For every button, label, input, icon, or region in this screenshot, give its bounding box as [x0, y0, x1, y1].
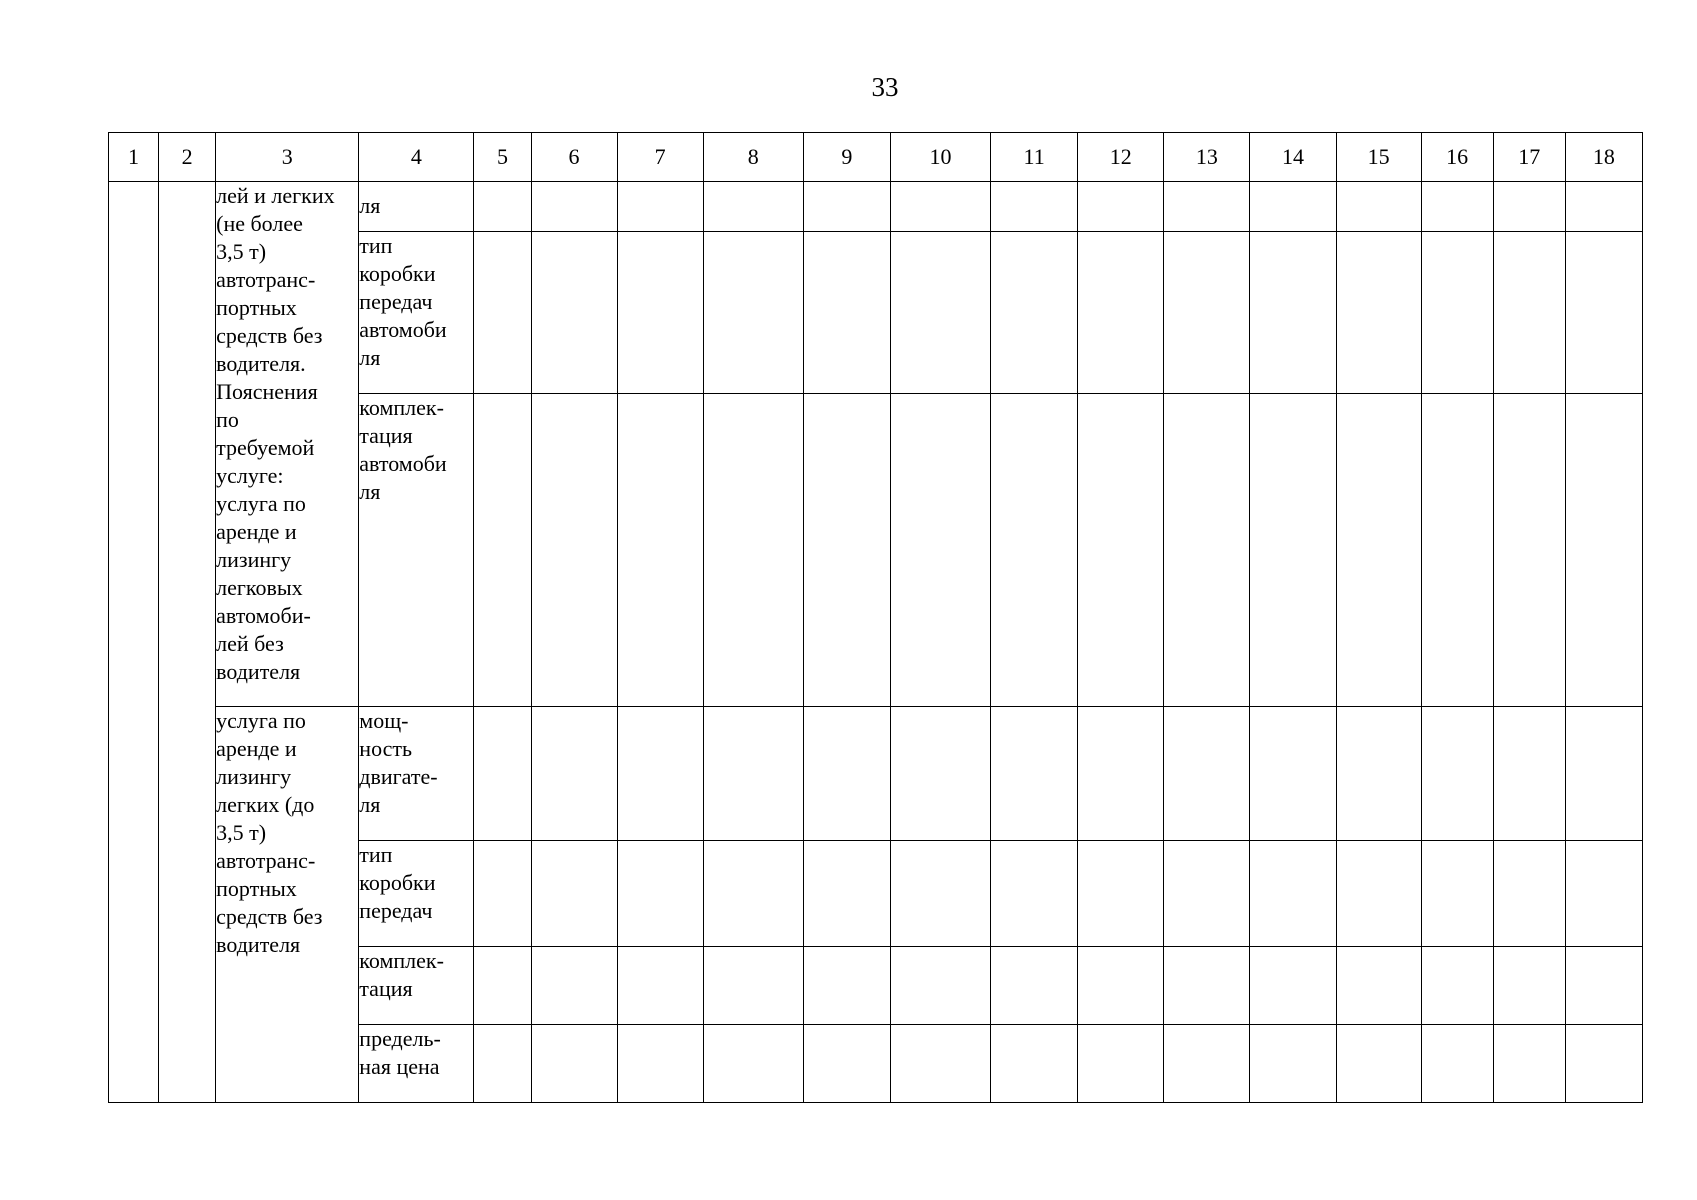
table-cell: [991, 1025, 1078, 1103]
table-cell: [1078, 707, 1164, 841]
table-cell: [1565, 1025, 1642, 1103]
table-cell: [1336, 1025, 1421, 1103]
table-cell: [474, 1025, 531, 1103]
table-cell: [1250, 707, 1336, 841]
table-cell: [1421, 841, 1493, 947]
table-cell: [890, 232, 990, 394]
table-row: [109, 707, 1643, 841]
table-cell: [1336, 841, 1421, 947]
table-cell: [474, 232, 531, 394]
table-cell: [1250, 841, 1336, 947]
column-header: 12: [1078, 133, 1164, 182]
table-cell: [1421, 947, 1493, 1025]
table-cell: [1565, 394, 1642, 707]
table-cell: [1336, 394, 1421, 707]
table-cell: [1250, 947, 1336, 1025]
table-cell: [1336, 947, 1421, 1025]
column-header: 17: [1493, 133, 1565, 182]
table-cell: [703, 1025, 803, 1103]
column-header: 1: [109, 133, 159, 182]
table-cell: [803, 394, 890, 707]
table-cell: [531, 232, 617, 394]
table-cell: [1336, 232, 1421, 394]
table-cell: [1164, 707, 1250, 841]
table-cell: [991, 707, 1078, 841]
column-header: 4: [359, 133, 474, 182]
column-header: 7: [617, 133, 703, 182]
table-cell: [803, 232, 890, 394]
table-cell: [703, 182, 803, 232]
column-header: 9: [803, 133, 890, 182]
table-cell: [890, 1025, 990, 1103]
column-header: 5: [474, 133, 531, 182]
table-cell: [1164, 1025, 1250, 1103]
characteristic-cell: мощ- ность двигате- ля: [359, 707, 474, 841]
table-cell: [1421, 1025, 1493, 1103]
table-cell: [703, 947, 803, 1025]
table-cell: [1565, 841, 1642, 947]
column-header: 6: [531, 133, 617, 182]
column-header: 14: [1250, 133, 1336, 182]
column-header: 18: [1565, 133, 1642, 182]
column-header: 10: [890, 133, 990, 182]
table-cell: [531, 182, 617, 232]
table-cell: [1421, 182, 1493, 232]
table-cell: [1493, 232, 1565, 394]
table-cell: [1250, 182, 1336, 232]
table-cell: [803, 947, 890, 1025]
table-cell: [1421, 394, 1493, 707]
table-cell: [1493, 182, 1565, 232]
table-cell: [703, 394, 803, 707]
table-cell: [1421, 707, 1493, 841]
table-cell: [474, 182, 531, 232]
table-cell: [531, 1025, 617, 1103]
characteristic-cell: предель- ная цена: [359, 1025, 474, 1103]
characteristic-cell: тип коробки передач: [359, 841, 474, 947]
page-number: 33: [871, 72, 899, 102]
table-cell: [803, 707, 890, 841]
table-cell: [1078, 841, 1164, 947]
characteristic-cell: комплек- тация автомоби ля: [359, 394, 474, 707]
table-cell: [531, 394, 617, 707]
table-cell: [474, 947, 531, 1025]
table-cell: [1565, 707, 1642, 841]
table-cell: [617, 707, 703, 841]
table-cell: [803, 841, 890, 947]
table-cell-col2: [159, 182, 216, 1103]
table-cell: [1078, 182, 1164, 232]
table-cell: [803, 1025, 890, 1103]
table-cell: [890, 841, 990, 947]
table-cell: [890, 182, 990, 232]
table-cell: [1164, 232, 1250, 394]
table-cell: [1250, 232, 1336, 394]
table-cell: [1565, 947, 1642, 1025]
characteristic-cell: тип коробки передач автомоби ля: [359, 232, 474, 394]
table-cell: [1164, 394, 1250, 707]
service-description-cell: лей и легких (не более 3,5 т) автотранс- портных средств без водителя. Пояснения по требуемой услуге: услуга по аренде и лизингу легковых автомоби- лей без водителя: [216, 182, 359, 707]
table-cell: [1078, 1025, 1164, 1103]
table-cell: [703, 707, 803, 841]
table-cell: [474, 841, 531, 947]
table-cell: [1493, 947, 1565, 1025]
table-cell: [531, 841, 617, 947]
table-row: [109, 182, 1643, 232]
table-cell: [991, 841, 1078, 947]
column-header: 15: [1336, 133, 1421, 182]
table-cell: [1250, 394, 1336, 707]
characteristic-cell: ля: [359, 182, 474, 232]
table-cell: [991, 394, 1078, 707]
table-cell: [474, 707, 531, 841]
table-cell: [1164, 182, 1250, 232]
column-header: 11: [991, 133, 1078, 182]
table-header-row: [109, 133, 1643, 182]
table-cell: [617, 947, 703, 1025]
column-header: 3: [216, 133, 359, 182]
column-header: 8: [703, 133, 803, 182]
table-cell: [1078, 947, 1164, 1025]
table-cell: [991, 232, 1078, 394]
table-cell: [1493, 707, 1565, 841]
table-cell: [1421, 232, 1493, 394]
table-cell: [703, 232, 803, 394]
table-cell: [1078, 232, 1164, 394]
table-cell: [1164, 841, 1250, 947]
table-cell: [1250, 1025, 1336, 1103]
table-cell: [617, 1025, 703, 1103]
service-description-cell: услуга по аренде и лизингу легких (до 3,5 т) автотранс- портных средств без водителя: [216, 707, 359, 1103]
table-cell: [1565, 232, 1642, 394]
table-cell: [474, 394, 531, 707]
table-cell: [1078, 394, 1164, 707]
column-header: 16: [1421, 133, 1493, 182]
table-cell: [1565, 182, 1642, 232]
table-cell: [991, 947, 1078, 1025]
table-cell: [617, 232, 703, 394]
table-cell: [617, 841, 703, 947]
table-cell-col1: [109, 182, 159, 1103]
characteristic-cell: комплек- тация: [359, 947, 474, 1025]
table-cell: [1336, 707, 1421, 841]
table-cell: [1164, 947, 1250, 1025]
table-cell: [617, 394, 703, 707]
document-table: [108, 132, 1643, 1103]
table-cell: [803, 182, 890, 232]
table-cell: [1493, 1025, 1565, 1103]
table-cell: [617, 182, 703, 232]
table-cell: [890, 707, 990, 841]
table-cell: [703, 841, 803, 947]
column-header: 13: [1164, 133, 1250, 182]
table-cell: [890, 947, 990, 1025]
table-cell: [1493, 841, 1565, 947]
table-cell: [890, 394, 990, 707]
table-cell: [531, 707, 617, 841]
table-cell: [991, 182, 1078, 232]
table-cell: [1493, 394, 1565, 707]
table-cell: [1336, 182, 1421, 232]
column-header: 2: [159, 133, 216, 182]
table-cell: [531, 947, 617, 1025]
